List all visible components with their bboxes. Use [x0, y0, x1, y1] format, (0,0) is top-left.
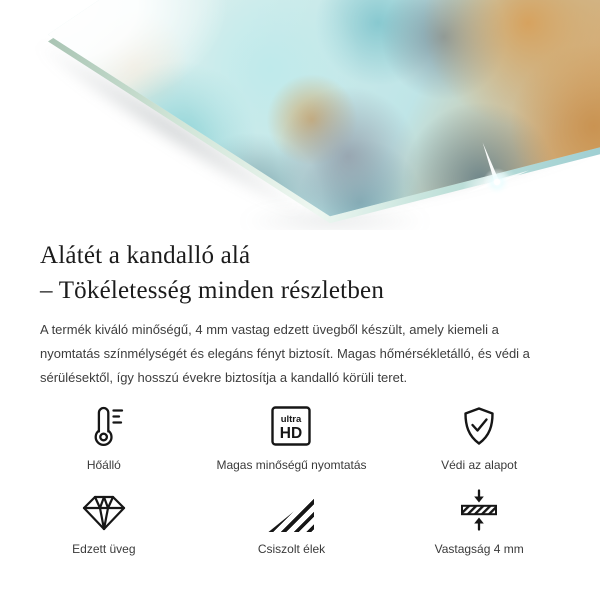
page-title [40, 238, 560, 308]
feature-base-protection [385, 404, 573, 472]
feature-label: Magas minőségű nyomtatás [216, 458, 367, 472]
ultra-hd-icon-text-top: ultra [281, 414, 302, 425]
page-title-line2: – Tökéletesség minden részletben [40, 277, 385, 304]
feature-label: Védi az alapot [441, 458, 518, 472]
feature-label: Vastagság 4 mm [434, 542, 524, 556]
product-hero-image [0, 0, 600, 230]
ultra-hd-icon [269, 404, 313, 448]
feature-heat-resistant [10, 404, 198, 472]
feature-label: Hőálló [86, 458, 121, 472]
feature-print-quality [198, 404, 386, 472]
feature-thickness [385, 488, 573, 556]
sparkle-highlight-icon [455, 140, 539, 224]
features-grid [10, 404, 573, 556]
product-details-section [0, 230, 600, 556]
feature-label: Edzett üveg [72, 542, 136, 556]
product-description: A termék kiváló minőségű, 4 mm vastag edzett üvegből készült, amely kiemeli a nyomtatás színmélységét és elegáns fényt biztosít. Magas hőmérsékletálló, és védi a sérülésektől, így hosszú évekre biztosítja a kandalló körüli teret. [40, 322, 530, 385]
shield-check-icon [457, 404, 501, 448]
diamond-icon [81, 488, 127, 532]
thickness-icon [457, 488, 501, 532]
polished-edges-icon [268, 488, 314, 532]
ultra-hd-icon-text-bottom: HD [280, 425, 303, 442]
feature-label: Csiszolt élek [257, 542, 326, 556]
thermometer-icon [83, 404, 125, 448]
feature-tempered-glass [10, 488, 198, 556]
page-title-line1: Alátét a kandalló alá [40, 242, 251, 269]
feature-polished-edges [198, 488, 386, 556]
